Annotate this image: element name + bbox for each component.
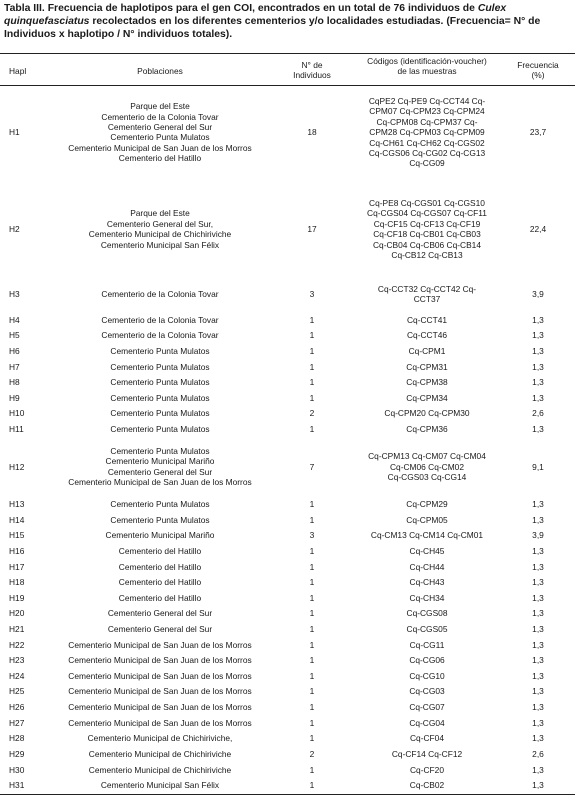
poblacion-line: Cementerio Punta Mulatos — [110, 515, 210, 525]
codigo-line: Cq-CH44 — [409, 562, 445, 572]
poblaciones-cell — [40, 640, 280, 650]
codigos-cell — [348, 702, 506, 712]
codigo-line: Cq-CF14 Cq-CF12 — [391, 749, 463, 759]
n-individuos-cell: 3 — [309, 289, 315, 300]
poblaciones-cell — [40, 424, 280, 434]
poblaciones-cell — [40, 446, 280, 488]
poblaciones-cell — [40, 765, 280, 775]
codigos-cell — [348, 640, 506, 650]
poblacion-line: Cementerio Municipal de Chichiriviche — [88, 749, 232, 759]
codigo-line: Cq-CG06 — [409, 655, 445, 665]
frecuencia-cell: 1,3 — [532, 562, 544, 572]
codigo-line: Cq-CGS03 Cq-CG14 — [387, 472, 467, 482]
table-caption — [4, 3, 572, 41]
codigo-line: CqPE2 Cq-PE9 Cq-CCT44 Cq- — [368, 96, 486, 106]
codigo-line: Cq-CG09 — [409, 158, 445, 169]
poblaciones-cell — [40, 624, 280, 634]
codigos-cell — [348, 546, 506, 556]
poblacion-line: Cementerio Municipal Mariño — [105, 456, 215, 467]
frecuencia-cell: 1,3 — [532, 718, 544, 728]
codigo-line: Cq-CH61 Cq-CH62 Cq-CGS02 — [369, 137, 485, 148]
codigo-line: Cq-CG11 — [409, 640, 445, 650]
codigo-line: Cq-CPM29 — [406, 499, 448, 509]
poblaciones-cell — [40, 101, 280, 163]
frecuencia-cell: 23,7 — [529, 127, 547, 138]
header-top-rule — [0, 53, 575, 54]
poblacion-line: Cementerio Municipal San Félix — [100, 239, 220, 250]
codigos-cell — [348, 96, 506, 169]
n-individuos-cell: 1 — [309, 315, 315, 325]
codigo-line: Cq-CCT32 Cq-CCT42 Cq- — [377, 284, 477, 294]
haplotype-cell: H15 — [9, 530, 25, 540]
haplotype-cell: H10 — [9, 408, 25, 418]
poblaciones-cell — [40, 546, 280, 556]
codigo-line: Cq-CG07 — [409, 702, 445, 712]
haplotype-cell: H17 — [9, 562, 25, 572]
codigo-line: Cq-CPM31 — [406, 362, 448, 372]
poblaciones-cell — [40, 208, 280, 250]
frecuencia-cell: 1,3 — [532, 608, 544, 618]
poblacion-line: Cementerio Punta Mulatos — [110, 132, 210, 143]
frecuencia-cell: 1,3 — [532, 546, 544, 556]
frecuencia-cell: 1,3 — [532, 780, 544, 790]
haplotype-cell: H4 — [9, 315, 20, 325]
poblaciones-cell — [40, 330, 280, 340]
codigos-cell — [348, 424, 506, 434]
poblacion-line: Cementerio Municipal de San Juan de los Morros — [68, 640, 252, 650]
codigos-cell — [348, 362, 506, 372]
frecuencia-cell: 1,3 — [532, 393, 544, 403]
n-individuos-cell: 3 — [309, 530, 315, 540]
haplotype-cell: H18 — [9, 577, 25, 587]
header-bottom-rule — [0, 85, 575, 86]
poblacion-line: Cementerio Punta Mulatos — [110, 446, 210, 456]
poblacion-line: Cementerio Punta Mulatos — [110, 362, 210, 372]
poblacion-line: Cementerio Municipal de Chichiriviche, — [87, 733, 233, 743]
codigo-line: Cq-CF18 Cq-CB01 Cq-CB03 — [373, 229, 481, 240]
poblaciones-cell — [40, 530, 280, 540]
poblacion-line: Cementerio del Hatillo — [118, 153, 202, 164]
codigos-cell — [348, 686, 506, 696]
codigo-line: CPM07 Cq-CPM23 Cq-CPM24 — [369, 106, 485, 117]
codigo-line: Cq-CG03 — [409, 686, 445, 696]
poblacion-line: Cementerio General del Sur — [107, 608, 213, 618]
poblaciones-cell — [40, 515, 280, 525]
n-individuos-cell: 1 — [309, 624, 315, 634]
haplotype-cell: H2 — [9, 224, 20, 234]
codigo-line: Cq-CPM38 — [406, 377, 448, 387]
haplotype-cell: H8 — [9, 377, 20, 387]
frecuencia-cell: 1,3 — [532, 515, 544, 525]
codigo-line: Cq-CM06 Cq-CM02 — [390, 461, 464, 472]
poblacion-line: Cementerio Municipal de San Juan de los Morros — [68, 718, 252, 728]
codigo-line: Cq-CGS08 — [406, 608, 448, 618]
poblacion-line: Cementerio Municipal de Chichiriviche — [88, 765, 232, 775]
n-individuos-cell: 1 — [309, 640, 315, 650]
poblaciones-cell — [40, 562, 280, 572]
haplotype-cell: H24 — [9, 671, 25, 681]
codigo-line: Cq-CPM1 — [408, 346, 446, 356]
codigos-cell — [348, 624, 506, 634]
codigo-line: Cq-CH34 — [409, 593, 445, 603]
frecuencia-cell: 1,3 — [532, 765, 544, 775]
n-individuos-cell: 1 — [309, 577, 315, 587]
codigo-line: CPM28 Cq-CPM03 Cq-CPM09 — [369, 127, 485, 138]
codigo-line: Cq-CH45 — [409, 546, 445, 556]
n-individuos-cell: 1 — [309, 377, 315, 387]
poblacion-line: Cementerio Municipal de San Juan de los Morros — [68, 142, 252, 153]
codigo-line: Cq-CG10 — [409, 671, 445, 681]
poblacion-line: Cementerio Municipal de San Juan de los Morros — [68, 702, 252, 712]
codigos-cell — [348, 284, 506, 305]
poblacion-line: Cementerio Punta Mulatos — [110, 424, 210, 434]
poblacion-line: Cementerio Punta Mulatos — [110, 377, 210, 387]
haplotype-cell: H14 — [9, 515, 25, 525]
frecuencia-cell: 1,3 — [532, 424, 544, 434]
n-individuos-cell: 1 — [309, 330, 315, 340]
frecuencia-cell: 3,9 — [532, 530, 544, 540]
codigo-line: Cq-CPM05 — [406, 515, 448, 525]
codigos-cell — [348, 577, 506, 587]
codigos-cell — [348, 393, 506, 403]
n-individuos-cell: 1 — [309, 686, 315, 696]
poblaciones-cell — [40, 733, 280, 743]
haplotype-cell: H12 — [9, 461, 25, 472]
table-bottom-rule — [0, 794, 575, 795]
haplotype-cell: H29 — [9, 749, 25, 759]
poblacion-line: Cementerio Punta Mulatos — [110, 408, 210, 418]
poblaciones-cell — [40, 577, 280, 587]
poblacion-line: Cementerio Municipal de San Juan de los Morros — [68, 655, 252, 665]
codigo-line: Cq-CF20 — [410, 765, 444, 775]
poblacion-line: Cementerio del Hatillo — [118, 546, 202, 556]
haplotype-cell: H23 — [9, 655, 25, 665]
codigos-cell — [348, 733, 506, 743]
n-individuos-cell: 1 — [309, 608, 315, 618]
frecuencia-cell: 2,6 — [532, 408, 544, 418]
haplotype-cell: H9 — [9, 393, 20, 403]
frecuencia-cell: 1,3 — [532, 362, 544, 372]
poblacion-line: Cementerio de la Colonia Tovar — [101, 330, 219, 340]
n-individuos-cell: 18 — [307, 127, 317, 138]
codigos-cell — [348, 451, 506, 482]
caption-text-end: recolectados en los diferentes cementerios y/o localidades estudiadas. (Frecuencia= N° de Individuos x haplotipo / N° individuos totales). — [4, 15, 541, 40]
haplotype-cell: H20 — [9, 608, 25, 618]
poblaciones-cell — [40, 315, 280, 325]
haplotype-cell: H30 — [9, 765, 25, 775]
poblaciones-cell — [40, 655, 280, 665]
n-individuos-cell: 7 — [309, 461, 315, 472]
frecuencia-cell: 3,9 — [532, 289, 544, 300]
haplotype-cell: H27 — [9, 718, 25, 728]
codigo-line: Cq-CGS04 Cq-CGS07 Cq-CF11 — [367, 208, 487, 219]
poblacion-line: Cementerio General del Sur — [107, 466, 213, 477]
n-individuos-cell: 1 — [309, 346, 315, 356]
codigos-cell — [348, 749, 506, 759]
haplotype-cell: H28 — [9, 733, 25, 743]
n-individuos-cell: 1 — [309, 733, 315, 743]
poblaciones-cell — [40, 593, 280, 603]
poblacion-line: Cementerio de la Colonia Tovar — [101, 289, 219, 300]
frecuencia-cell: 1,3 — [532, 315, 544, 325]
codigos-cell — [348, 530, 506, 540]
frecuencia-cell: 1,3 — [532, 733, 544, 743]
codigo-line: Cq-CPM34 — [406, 393, 448, 403]
haplotype-cell: H19 — [9, 593, 25, 603]
poblaciones-cell — [40, 749, 280, 759]
poblacion-line: Cementerio Municipal de San Juan de los Morros — [68, 671, 252, 681]
haplotype-cell: H13 — [9, 499, 25, 509]
codigo-line: Cq-CPM13 Cq-CM07 Cq-CM04 — [368, 451, 486, 462]
n-individuos-cell: 2 — [309, 408, 315, 418]
codigos-cell — [348, 593, 506, 603]
haplotype-cell: H3 — [9, 289, 20, 300]
poblacion-line: Cementerio del Hatillo — [118, 562, 202, 572]
codigo-line: Cq-CPM36 — [406, 424, 448, 434]
codigo-line: Cq-CGS05 — [406, 624, 448, 634]
header-codigos: Códigos (identificación-voucher) de las muestras — [367, 56, 487, 76]
haplotype-cell: H25 — [9, 686, 25, 696]
poblaciones-cell — [40, 377, 280, 387]
n-individuos-cell: 17 — [307, 224, 317, 234]
codigo-line: Cq-CF04 — [410, 733, 444, 743]
n-individuos-cell: 1 — [309, 718, 315, 728]
poblaciones-cell — [40, 702, 280, 712]
frecuencia-cell: 1,3 — [532, 702, 544, 712]
codigo-line: Cq-CB04 Cq-CB06 Cq-CB14 — [373, 239, 481, 250]
frecuencia-cell: 1,3 — [532, 346, 544, 356]
frecuencia-cell: 1,3 — [532, 624, 544, 634]
codigos-cell — [348, 562, 506, 572]
codigos-cell — [348, 346, 506, 356]
codigo-line: Cq-CB02 — [409, 780, 445, 790]
poblacion-line: Cementerio del Hatillo — [118, 593, 202, 603]
haplotype-cell: H31 — [9, 780, 25, 790]
frecuencia-cell: 1,3 — [532, 330, 544, 340]
poblaciones-cell — [40, 780, 280, 790]
codigos-cell — [348, 499, 506, 509]
header-n-individuos: N° de Individuos — [293, 60, 331, 80]
poblaciones-cell — [40, 362, 280, 372]
haplotype-cell: H16 — [9, 546, 25, 556]
poblaciones-cell — [40, 408, 280, 418]
codigos-cell — [348, 671, 506, 681]
poblaciones-cell — [40, 393, 280, 403]
poblaciones-cell — [40, 686, 280, 696]
poblacion-line: Parque del Este — [130, 101, 190, 112]
caption-species: Culex quinquefasciatus — [4, 3, 507, 27]
poblacion-line: Cementerio de la Colonia Tovar — [101, 315, 219, 325]
poblacion-line: Cementerio Municipal Mariño — [105, 530, 215, 540]
codigo-line: Cq-PE8 Cq-CGS01 Cq-CGS10 — [369, 198, 485, 208]
frecuencia-cell: 1,3 — [532, 577, 544, 587]
codigos-cell — [348, 780, 506, 790]
header-hapl: Hapl — [9, 66, 27, 76]
haplotype-cell: H11 — [9, 424, 24, 434]
codigo-line: Cq-CCT46 — [406, 330, 448, 340]
codigo-line: Cq-CPM08 Cq-CPM37 Cq- — [376, 116, 478, 127]
codigo-line: Cq-CCT41 — [406, 315, 448, 325]
codigos-cell — [348, 408, 506, 418]
codigos-cell — [348, 315, 506, 325]
poblacion-line: Cementerio General del Sur — [107, 624, 213, 634]
frecuencia-cell: 1,3 — [532, 593, 544, 603]
frecuencia-cell: 2,6 — [532, 749, 544, 759]
haplotype-cell: H21 — [9, 624, 25, 634]
n-individuos-cell: 1 — [309, 424, 315, 434]
codigo-line: Cq-CG04 — [409, 718, 445, 728]
n-individuos-cell: 1 — [309, 702, 315, 712]
codigos-cell — [348, 608, 506, 618]
codigos-cell — [348, 718, 506, 728]
codigo-line: CCT37 — [413, 294, 441, 305]
codigo-line: Cq-CF15 Cq-CF13 Cq-CF19 — [373, 218, 481, 229]
n-individuos-cell: 1 — [309, 393, 315, 403]
poblacion-line: Cementerio Municipal San Félix — [100, 780, 220, 790]
haplotype-cell: H5 — [9, 330, 20, 340]
codigo-line: Cq-CB12 Cq-CB13 — [391, 250, 463, 261]
haplotype-cell: H26 — [9, 702, 25, 712]
haplotype-cell: H7 — [9, 362, 20, 372]
poblaciones-cell — [40, 718, 280, 728]
poblacion-line: Cementerio Punta Mulatos — [110, 393, 210, 403]
n-individuos-cell: 1 — [309, 671, 315, 681]
poblacion-line: Cementerio Punta Mulatos — [110, 346, 210, 356]
n-individuos-cell: 1 — [309, 546, 315, 556]
codigo-line: Cq-CM13 Cq-CM14 Cq-CM01 — [370, 530, 484, 540]
codigos-cell — [348, 330, 506, 340]
frecuencia-cell: 1,3 — [532, 686, 544, 696]
poblaciones-cell — [40, 499, 280, 509]
frecuencia-cell: 1,3 — [532, 655, 544, 665]
haplotype-cell: H1 — [9, 127, 20, 138]
codigos-cell — [348, 377, 506, 387]
codigo-line: Cq-CGS06 Cq-CG02 Cq-CG13 — [368, 148, 486, 159]
n-individuos-cell: 1 — [309, 780, 315, 790]
poblacion-line: Cementerio Municipal de Chichiriviche — [88, 229, 232, 240]
n-individuos-cell: 1 — [309, 499, 315, 509]
codigos-cell — [348, 198, 506, 260]
codigo-line: Cq-CH43 — [409, 577, 445, 587]
n-individuos-cell: 1 — [309, 562, 315, 572]
n-individuos-cell: 1 — [309, 765, 315, 775]
codigos-cell — [348, 515, 506, 525]
poblaciones-cell — [40, 346, 280, 356]
n-individuos-cell: 2 — [309, 749, 315, 759]
poblacion-line: Cementerio General del Sur, — [106, 218, 214, 229]
haplotype-cell: H6 — [9, 346, 20, 356]
codigos-cell — [348, 765, 506, 775]
frecuencia-cell: 22,4 — [529, 224, 547, 234]
poblacion-line: Cementerio General del Sur — [107, 122, 213, 132]
poblaciones-cell — [40, 608, 280, 618]
codigos-cell — [348, 655, 506, 665]
haplotype-cell: H22 — [9, 640, 25, 650]
n-individuos-cell: 1 — [309, 515, 315, 525]
frecuencia-cell: 9,1 — [532, 461, 544, 472]
poblacion-line: Cementerio del Hatillo — [118, 577, 202, 587]
frecuencia-cell: 1,3 — [532, 377, 544, 387]
n-individuos-cell: 1 — [309, 362, 315, 372]
n-individuos-cell: 1 — [309, 593, 315, 603]
frecuencia-cell: 1,3 — [532, 640, 544, 650]
poblaciones-cell — [40, 289, 280, 299]
frecuencia-cell: 1,3 — [532, 499, 544, 509]
header-poblaciones: Poblaciones — [137, 66, 183, 76]
codigo-line: Cq-CPM20 Cq-CPM30 — [384, 408, 470, 418]
poblacion-line: Cementerio Municipal de San Juan de los Morros — [68, 686, 252, 696]
frecuencia-cell: 1,3 — [532, 671, 544, 681]
n-individuos-cell: 1 — [309, 655, 315, 665]
poblacion-line: Cementerio Municipal de San Juan de los Morros — [68, 477, 252, 488]
caption-text-start: Tabla III. Frecuencia de haplotipos para el gen COI, encontrados en un total de 76 individuos de — [4, 3, 478, 14]
poblaciones-cell — [40, 671, 280, 681]
poblacion-line: Cementerio Punta Mulatos — [110, 499, 210, 509]
poblacion-line: Cementerio de la Colonia Tovar — [101, 111, 219, 122]
poblacion-line: Parque del Este — [130, 208, 190, 219]
header-frecuencia: Frecuencia (%) — [517, 60, 559, 80]
